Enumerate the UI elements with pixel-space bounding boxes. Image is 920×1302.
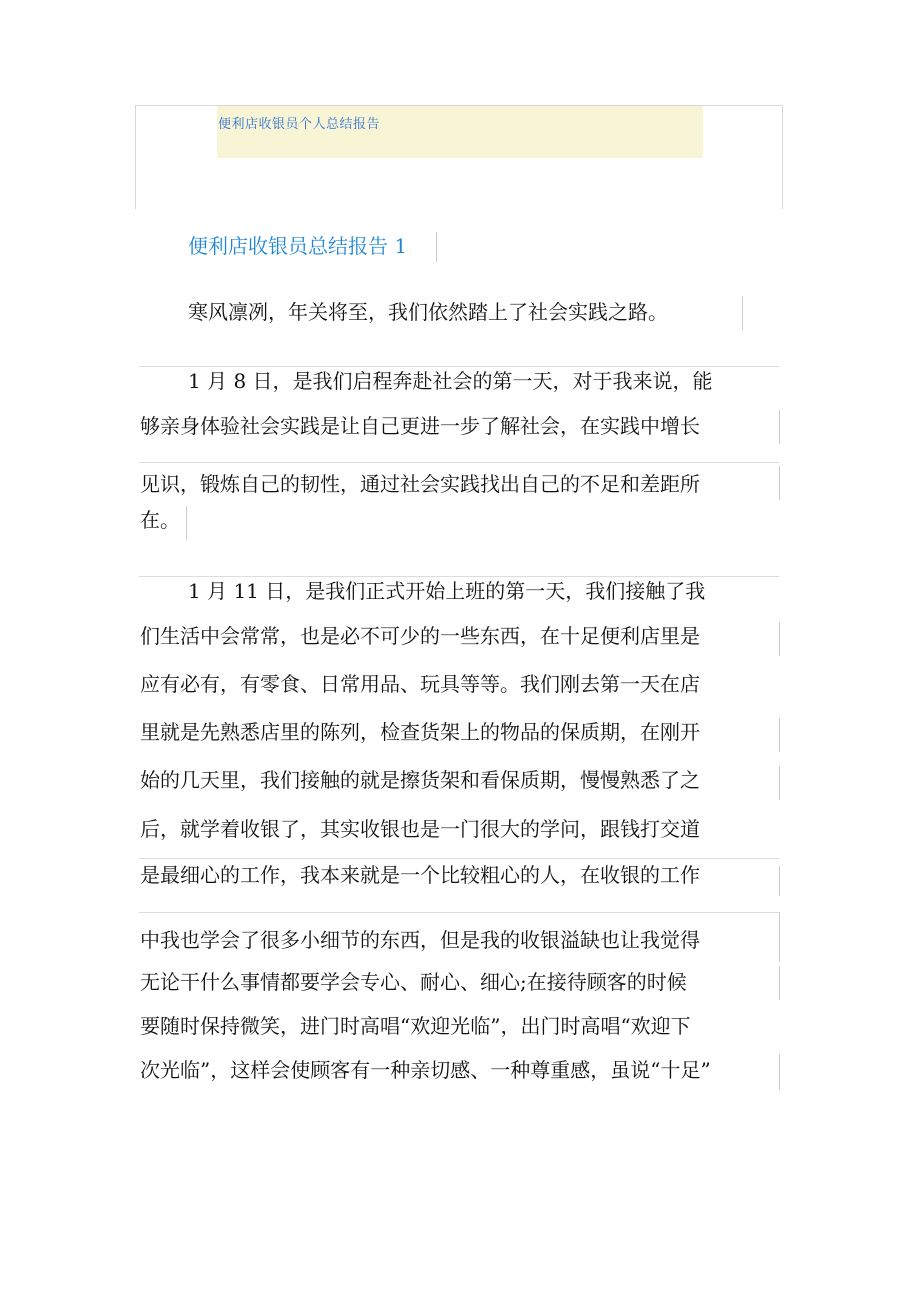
line-divider <box>186 506 187 540</box>
document-heading: 便利店收银员总结报告 1 <box>188 234 408 258</box>
text-line: 见识，锻炼自己的韧性，通过社会实践找出自己的不足和差距所 <box>140 472 700 496</box>
text-line: 无论干什么事情都要学会专心、耐心、细心;在接待顾客的时候 <box>140 970 687 994</box>
line-divider <box>779 866 780 896</box>
text-line: 1 月 11 日，是我们正式开始上班的第一天，我们接触了我 <box>188 579 706 603</box>
text-line: 在。 <box>140 508 180 532</box>
text-line: 应有必有，有零食、日常用品、玩具等等。我们刚去第一天在店 <box>140 672 700 696</box>
text-line: 们生活中会常常，也是必不可少的一些东西，在十足便利店里是 <box>140 624 700 648</box>
line-divider <box>779 622 780 656</box>
text-line: 要随时保持微笑，进门时高唱“欢迎光临”，出门时高唱“欢迎下 <box>140 1014 691 1038</box>
text-line: 里就是先熟悉店里的陈列，检查货架上的物品的保质期，在刚开 <box>140 720 700 744</box>
line-divider <box>779 410 780 444</box>
header-title: 便利店收银员个人总结报告 <box>218 117 381 132</box>
line-divider <box>742 296 743 330</box>
text-line: 始的几天里，我们接触的就是擦货架和看保质期，慢慢熟悉了之 <box>140 768 700 792</box>
line-divider <box>779 912 780 962</box>
line-divider <box>779 766 780 800</box>
text-line: 是最细心的工作，我本来就是一个比较粗心的人，在收银的工作 <box>140 863 700 887</box>
line-divider <box>779 718 780 752</box>
text-line: 够亲身体验社会实践是让自己更进一步了解社会，在实践中增长 <box>140 414 700 438</box>
section-rule <box>139 912 779 913</box>
section-rule <box>139 462 779 463</box>
text-line: 后，就学着收银了，其实收银也是一门很大的学问，跟钱打交道 <box>140 817 700 841</box>
text-line: 寒风凛冽，年关将至，我们依然踏上了社会实践之路。 <box>188 300 668 324</box>
heading-divider <box>436 232 437 262</box>
line-divider <box>779 966 780 1000</box>
text-line: 中我也学会了很多小细节的东西，但是我的收银溢缺也让我觉得 <box>140 928 700 952</box>
line-divider <box>779 466 780 500</box>
section-rule <box>139 858 779 859</box>
text-line: 1 月 8 日，是我们启程奔赴社会的第一天，对于我来说，能 <box>188 369 713 393</box>
text-line: 次光临”，这样会使顾客有一种亲切感、一种尊重感，虽说“十足” <box>140 1058 711 1082</box>
line-divider <box>779 1054 780 1090</box>
